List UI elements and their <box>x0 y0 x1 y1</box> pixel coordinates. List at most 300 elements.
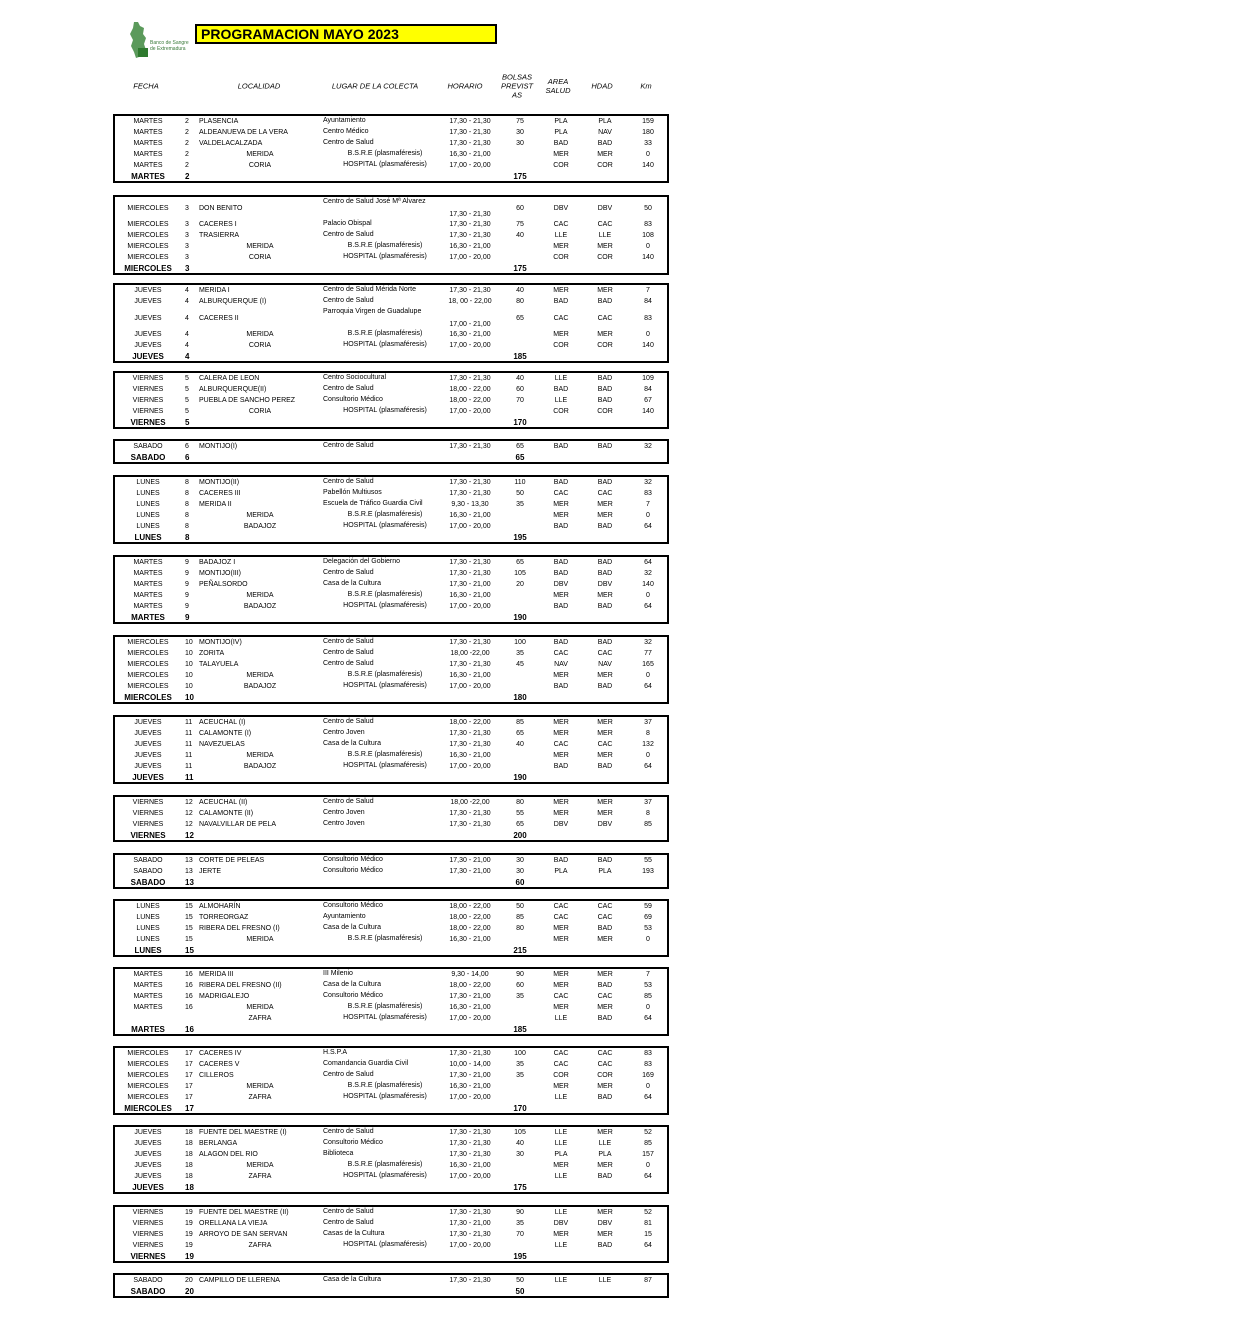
collection-place: B.S.R.E (plasmaféresis) <box>347 591 423 598</box>
date-day: 15 <box>185 914 193 921</box>
date-weekday: MIERCOLES <box>124 693 172 702</box>
health-area: LLE <box>554 1209 568 1216</box>
locality: NAVALVILLAR DE PELA <box>199 821 277 828</box>
health-area: LLE <box>554 1242 568 1249</box>
date-day: 4 <box>185 298 189 305</box>
planned-bags: 70 <box>516 397 524 404</box>
locality: CORIA <box>248 254 272 261</box>
health-area: BAD <box>553 298 569 305</box>
schedule-hours: 17,30 - 21,00 <box>449 993 491 1000</box>
collection-place: HOSPITAL (plasmaféresis) <box>343 1093 427 1100</box>
hospital: COR <box>597 342 613 349</box>
date-weekday: JUEVES <box>132 352 164 361</box>
schedule-hours: 17,30 - 21,30 <box>449 490 491 497</box>
date-weekday: JUEVES <box>134 763 162 770</box>
collection-place: B.S.R.E (plasmaféresis) <box>347 511 423 518</box>
locality: MERIDA <box>246 512 274 519</box>
locality: BADAJOZ <box>243 603 277 610</box>
locality: BADAJOZ <box>243 683 277 690</box>
health-area: MER <box>553 1231 569 1238</box>
date-day: 9 <box>185 592 189 599</box>
hospital: CAC <box>597 1050 613 1057</box>
hospital: MER <box>597 936 613 943</box>
collection-day-group <box>113 635 669 704</box>
hospital: COR <box>597 254 613 261</box>
health-area: BAD <box>553 763 569 770</box>
collection-place: HOSPITAL (plasmaféresis) <box>343 407 427 414</box>
schedule-hours: 17,30 - 21,30 <box>449 232 491 239</box>
locality: PUEBLA DE SANCHO PEREZ <box>199 397 296 404</box>
health-area: MER <box>553 730 569 737</box>
header-lugar: LUGAR DE LA COLECTA <box>331 81 419 91</box>
date-day: 15 <box>185 925 193 932</box>
collection-day-group <box>113 967 669 1036</box>
distance-km: 52 <box>644 1209 652 1216</box>
date-weekday: VIERNES <box>132 1220 164 1227</box>
health-area: LLE <box>554 375 568 382</box>
locality: BADAJOZ <box>243 523 277 530</box>
hospital: COR <box>597 162 613 169</box>
date-day: 3 <box>185 221 189 228</box>
date-weekday: SABADO <box>130 1287 166 1296</box>
distance-km: 64 <box>644 559 652 566</box>
table-row <box>115 198 667 220</box>
collection-place: B.S.R.E (plasmaféresis) <box>347 150 423 157</box>
date-day: 8 <box>185 501 189 508</box>
health-area: MER <box>553 501 569 508</box>
table-row <box>115 751 667 761</box>
date-weekday: MIERCOLES <box>127 672 169 679</box>
health-area: LLE <box>554 1277 568 1284</box>
date-weekday: MARTES <box>133 993 163 1000</box>
total-row <box>115 878 667 888</box>
health-area: PLA <box>554 129 568 136</box>
date-weekday: MARTES <box>133 982 163 989</box>
distance-km: 64 <box>644 1094 652 1101</box>
locality: MERIDA <box>246 672 274 679</box>
health-area: BAD <box>553 523 569 530</box>
distance-km: 0 <box>646 1004 650 1011</box>
date-weekday: VIERNES <box>132 810 164 817</box>
distance-km: 64 <box>644 523 652 530</box>
table-row <box>115 638 667 648</box>
date-day: 18 <box>185 1183 194 1192</box>
distance-km: 8 <box>646 730 650 737</box>
collection-day-group <box>113 114 669 183</box>
table-row <box>115 478 667 488</box>
locality: BADAJOZ I <box>199 559 236 566</box>
planned-bags: 70 <box>516 1231 524 1238</box>
health-area: MER <box>553 287 569 294</box>
date-day: 18 <box>185 1151 193 1158</box>
distance-km: 67 <box>644 397 652 404</box>
date-day: 18 <box>185 1173 193 1180</box>
collection-place: Centro de Salud <box>323 649 374 656</box>
schedule-hours: 16,30 - 21,00 <box>449 512 491 519</box>
health-area: CAC <box>553 221 569 228</box>
locality: MERIDA <box>246 243 274 250</box>
table-row <box>115 253 667 263</box>
hospital: MER <box>597 1004 613 1011</box>
planned-bags: 40 <box>516 1140 524 1147</box>
distance-km: 140 <box>642 254 654 261</box>
date-day: 13 <box>185 857 193 864</box>
collection-day-group <box>113 899 669 957</box>
health-area: PLA <box>554 868 568 875</box>
total-bags: 195 <box>513 533 527 542</box>
locality: ZAFRA <box>248 1242 272 1249</box>
collection-place: Palacio Obispal <box>323 220 372 227</box>
health-area: MER <box>553 331 569 338</box>
collection-place: HOSPITAL (plasmaféresis) <box>343 762 427 769</box>
date-day: 12 <box>185 821 193 828</box>
hospital: CAC <box>597 490 613 497</box>
planned-bags: 50 <box>516 1277 524 1284</box>
table-row <box>115 924 667 934</box>
table-row <box>115 1172 667 1182</box>
hospital: LLE <box>598 232 612 239</box>
date-weekday: MIERCOLES <box>127 650 169 657</box>
collection-place: Centro de Salud <box>323 798 374 805</box>
schedule-hours: 17,30 - 21,30 <box>449 559 491 566</box>
date-day: 11 <box>185 752 193 759</box>
schedule-hours: 18,00 - 22,00 <box>449 719 491 726</box>
hospital: MER <box>597 287 613 294</box>
planned-bags: 30 <box>516 868 524 875</box>
total-bags: 190 <box>513 773 527 782</box>
collection-place: Ayuntamiento <box>323 117 366 124</box>
table-row <box>115 591 667 601</box>
health-area: MER <box>553 719 569 726</box>
planned-bags: 105 <box>514 570 526 577</box>
collection-place: B.S.R.E (plasmaféresis) <box>347 935 423 942</box>
total-bags: 50 <box>515 1287 525 1296</box>
distance-km: 32 <box>644 479 652 486</box>
total-bags: 185 <box>513 352 527 361</box>
date-day: 2 <box>185 151 189 158</box>
date-day: 9 <box>185 603 189 610</box>
health-area: COR <box>553 254 569 261</box>
distance-km: 140 <box>642 581 654 588</box>
health-area: DBV <box>553 205 569 212</box>
table-row <box>115 981 667 991</box>
schedule-hours: 17,00 - 21,00 <box>449 321 491 328</box>
distance-km: 132 <box>642 741 654 748</box>
date-day: 17 <box>185 1083 193 1090</box>
planned-bags: 40 <box>516 375 524 382</box>
schedule-hours: 18,00 -22,00 <box>450 650 490 657</box>
health-area: NAV <box>554 661 568 668</box>
hospital: MER <box>597 752 613 759</box>
date-weekday: JUEVES <box>134 1140 162 1147</box>
total-row <box>115 172 667 182</box>
date-weekday: MARTES <box>133 118 163 125</box>
hospital: CAC <box>597 903 613 910</box>
table-row <box>115 374 667 384</box>
locality: MERIDA III <box>199 971 234 978</box>
schedule-hours: 18,00 - 22,00 <box>449 925 491 932</box>
date-weekday: MARTES <box>131 613 165 622</box>
distance-km: 64 <box>644 603 652 610</box>
health-area: LLE <box>554 232 568 239</box>
table-row <box>115 1161 667 1171</box>
schedule-hours: 17,30 - 21,30 <box>449 375 491 382</box>
hospital: CAC <box>597 1061 613 1068</box>
collection-day-group <box>113 283 669 363</box>
date-weekday: JUEVES <box>134 1129 162 1136</box>
distance-km: 7 <box>646 287 650 294</box>
date-day: 16 <box>185 993 193 1000</box>
date-weekday: JUEVES <box>134 741 162 748</box>
table-row <box>115 1049 667 1059</box>
collection-place: Consultorio Médico <box>323 396 383 403</box>
health-area: BAD <box>553 639 569 646</box>
date-day: 11 <box>185 719 193 726</box>
schedule-hours: 17,30 - 21,30 <box>449 1151 491 1158</box>
planned-bags: 30 <box>516 140 524 147</box>
collection-place: Delegación del Gobierno <box>323 558 401 565</box>
date-day: 13 <box>185 868 193 875</box>
health-area: BAD <box>553 443 569 450</box>
planned-bags: 100 <box>514 1050 526 1057</box>
distance-km: 64 <box>644 763 652 770</box>
collection-place: Centro de Salud <box>323 139 374 146</box>
date-day: 17 <box>185 1104 194 1113</box>
hospital: BAD <box>597 1173 613 1180</box>
collection-day-group <box>113 1046 669 1115</box>
collection-place: Comandancia Guardia Civil <box>323 1060 409 1067</box>
hospital: CAC <box>597 650 613 657</box>
schedule-hours: 17,30 - 21,30 <box>449 1050 491 1057</box>
locality: MONTIJO(II) <box>199 479 240 486</box>
date-day: 3 <box>185 243 189 250</box>
total-bags: 65 <box>515 453 525 462</box>
locality: MERIDA <box>246 1083 274 1090</box>
planned-bags: 65 <box>516 730 524 737</box>
planned-bags: 65 <box>516 821 524 828</box>
date-day: 16 <box>185 982 193 989</box>
distance-km: 32 <box>644 570 652 577</box>
hospital: MER <box>597 810 613 817</box>
locality: CALERA DE LEON <box>199 375 260 382</box>
date-day: 19 <box>185 1252 194 1261</box>
planned-bags: 60 <box>516 982 524 989</box>
locality: ZAFRA <box>248 1015 272 1022</box>
distance-km: 0 <box>646 592 650 599</box>
planned-bags: 40 <box>516 741 524 748</box>
table-row <box>115 385 667 395</box>
planned-bags: 40 <box>516 232 524 239</box>
locality: MERIDA <box>246 936 274 943</box>
locality: ALBURQUERQUE (I) <box>199 298 267 305</box>
hospital: BAD <box>597 982 613 989</box>
schedule-hours: 9,30 - 14,00 <box>451 971 489 978</box>
date-day: 6 <box>185 443 189 450</box>
health-area: MER <box>553 799 569 806</box>
collection-place: HOSPITAL (plasmaféresis) <box>343 1241 427 1248</box>
hospital: MER <box>597 1209 613 1216</box>
hospital: BAD <box>597 375 613 382</box>
date-weekday: LUNES <box>136 523 160 530</box>
table-row <box>115 935 667 945</box>
collection-place: Centro de Salud <box>323 442 374 449</box>
schedule-hours: 17,30 - 21,30 <box>449 211 491 218</box>
date-day: 4 <box>185 287 189 294</box>
health-area: BAD <box>553 479 569 486</box>
planned-bags: 35 <box>516 993 524 1000</box>
health-area: MER <box>553 1162 569 1169</box>
date-day: 6 <box>185 453 190 462</box>
collection-day-group <box>113 1125 669 1194</box>
collection-place: HOSPITAL (plasmaféresis) <box>343 602 427 609</box>
table-row <box>115 569 667 579</box>
distance-km: 159 <box>642 118 654 125</box>
date-weekday: LUNES <box>136 490 160 497</box>
hospital: MER <box>597 672 613 679</box>
table-row <box>115 161 667 171</box>
distance-km: 83 <box>644 221 652 228</box>
locality: MERIDA II <box>199 501 232 508</box>
date-day: 11 <box>185 763 193 770</box>
collection-day-group <box>113 795 669 842</box>
schedule-hours: 16,30 - 21,00 <box>449 752 491 759</box>
locality: ALDEANUEVA DE LA VERA <box>199 129 288 136</box>
date-day: 18 <box>185 1129 193 1136</box>
distance-km: 37 <box>644 799 652 806</box>
schedule-hours: 16,30 - 21,00 <box>449 672 491 679</box>
distance-km: 53 <box>644 982 652 989</box>
date-weekday: LUNES <box>136 936 160 943</box>
date-day: 20 <box>185 1287 194 1296</box>
locality: MERIDA I <box>199 287 230 294</box>
total-row <box>115 613 667 623</box>
date-day: 15 <box>185 946 194 955</box>
table-row <box>115 1241 667 1251</box>
locality: CALAMONTE (I) <box>199 730 252 737</box>
hospital: BAD <box>597 1015 613 1022</box>
health-area: COR <box>553 342 569 349</box>
hospital: NAV <box>598 661 612 668</box>
distance-km: 81 <box>644 1220 652 1227</box>
table-row <box>115 602 667 612</box>
hospital: CAC <box>597 221 613 228</box>
collection-place: Consultorio Médico <box>323 1139 383 1146</box>
total-bags: 175 <box>513 172 527 181</box>
schedule-hours: 18,00 - 22,00 <box>449 397 491 404</box>
schedule-hours: 16,30 - 21,00 <box>449 331 491 338</box>
date-day: 10 <box>185 661 193 668</box>
date-weekday: JUEVES <box>134 730 162 737</box>
schedule-hours: 18,00 -22,00 <box>450 799 490 806</box>
date-day: 13 <box>185 878 194 887</box>
schedule-hours: 9,30 - 13,30 <box>451 501 489 508</box>
date-weekday: JUEVES <box>134 287 162 294</box>
hospital: BAD <box>597 479 613 486</box>
distance-km: 33 <box>644 140 652 147</box>
distance-km: 50 <box>644 205 652 212</box>
hospital: BAD <box>597 298 613 305</box>
distance-km: 140 <box>642 162 654 169</box>
health-area: BAD <box>553 683 569 690</box>
date-day: 10 <box>185 672 193 679</box>
collection-place: HOSPITAL (plasmaféresis) <box>343 1014 427 1021</box>
distance-km: 64 <box>644 1242 652 1249</box>
distance-km: 7 <box>646 971 650 978</box>
date-weekday: MARTES <box>133 162 163 169</box>
date-day: 9 <box>185 613 190 622</box>
distance-km: 85 <box>644 821 652 828</box>
date-weekday: MARTES <box>133 129 163 136</box>
table-row <box>115 220 667 230</box>
date-weekday: JUEVES <box>134 298 162 305</box>
date-weekday: MIERCOLES <box>127 1094 169 1101</box>
total-row <box>115 533 667 543</box>
table-row <box>115 867 667 877</box>
hospital: MER <box>597 730 613 737</box>
date-day: 5 <box>185 386 189 393</box>
distance-km: 140 <box>642 342 654 349</box>
collection-place: B.S.R.E (plasmaféresis) <box>347 671 423 678</box>
locality: CACERES V <box>199 1061 240 1068</box>
date-weekday: MARTES <box>133 140 163 147</box>
locality: PEÑALSORDO <box>199 581 248 588</box>
date-day: 2 <box>185 140 189 147</box>
date-weekday: LUNES <box>136 914 160 921</box>
planned-bags: 110 <box>514 479 526 486</box>
locality: MERIDA <box>246 752 274 759</box>
hospital: BAD <box>597 386 613 393</box>
planned-bags: 90 <box>516 1209 524 1216</box>
distance-km: 64 <box>644 683 652 690</box>
header-bolsas: BOLSAS PREVIST AS <box>500 72 534 100</box>
planned-bags: 30 <box>516 1151 524 1158</box>
hospital: BAD <box>597 683 613 690</box>
collection-day-group <box>113 853 669 889</box>
planned-bags: 80 <box>516 298 524 305</box>
header-area: AREA SALUD <box>545 77 571 95</box>
schedule-hours: 17,30 - 21,30 <box>449 570 491 577</box>
locality: CAMPILLO DE LLERENA <box>199 1277 280 1284</box>
total-row <box>115 352 667 362</box>
collection-place: Consultorio Médico <box>323 902 383 909</box>
health-area: LLE <box>554 1140 568 1147</box>
collection-day-group <box>113 715 669 784</box>
distance-km: 0 <box>646 936 650 943</box>
date-day: 5 <box>185 418 190 427</box>
planned-bags: 30 <box>516 129 524 136</box>
distance-km: 64 <box>644 1015 652 1022</box>
hospital: BAD <box>597 1094 613 1101</box>
locality: MADRIGALEJO <box>199 993 250 1000</box>
health-area: CAC <box>553 903 569 910</box>
total-bags: 185 <box>513 1025 527 1034</box>
date-day: 4 <box>185 331 189 338</box>
table-row <box>115 231 667 241</box>
collection-place: B.S.R.E (plasmaféresis) <box>347 242 423 249</box>
table-row <box>115 500 667 510</box>
schedule-hours: 17,30 - 21,30 <box>449 810 491 817</box>
date-day: 4 <box>185 342 189 349</box>
collection-day-group <box>113 475 669 544</box>
hospital: MER <box>597 971 613 978</box>
date-weekday: MIERCOLES <box>127 639 169 646</box>
table-row <box>115 396 667 406</box>
hospital: MER <box>597 1162 613 1169</box>
date-weekday: MIERCOLES <box>127 232 169 239</box>
health-area: MER <box>553 936 569 943</box>
planned-bags: 75 <box>516 118 524 125</box>
hospital: CAC <box>597 741 613 748</box>
